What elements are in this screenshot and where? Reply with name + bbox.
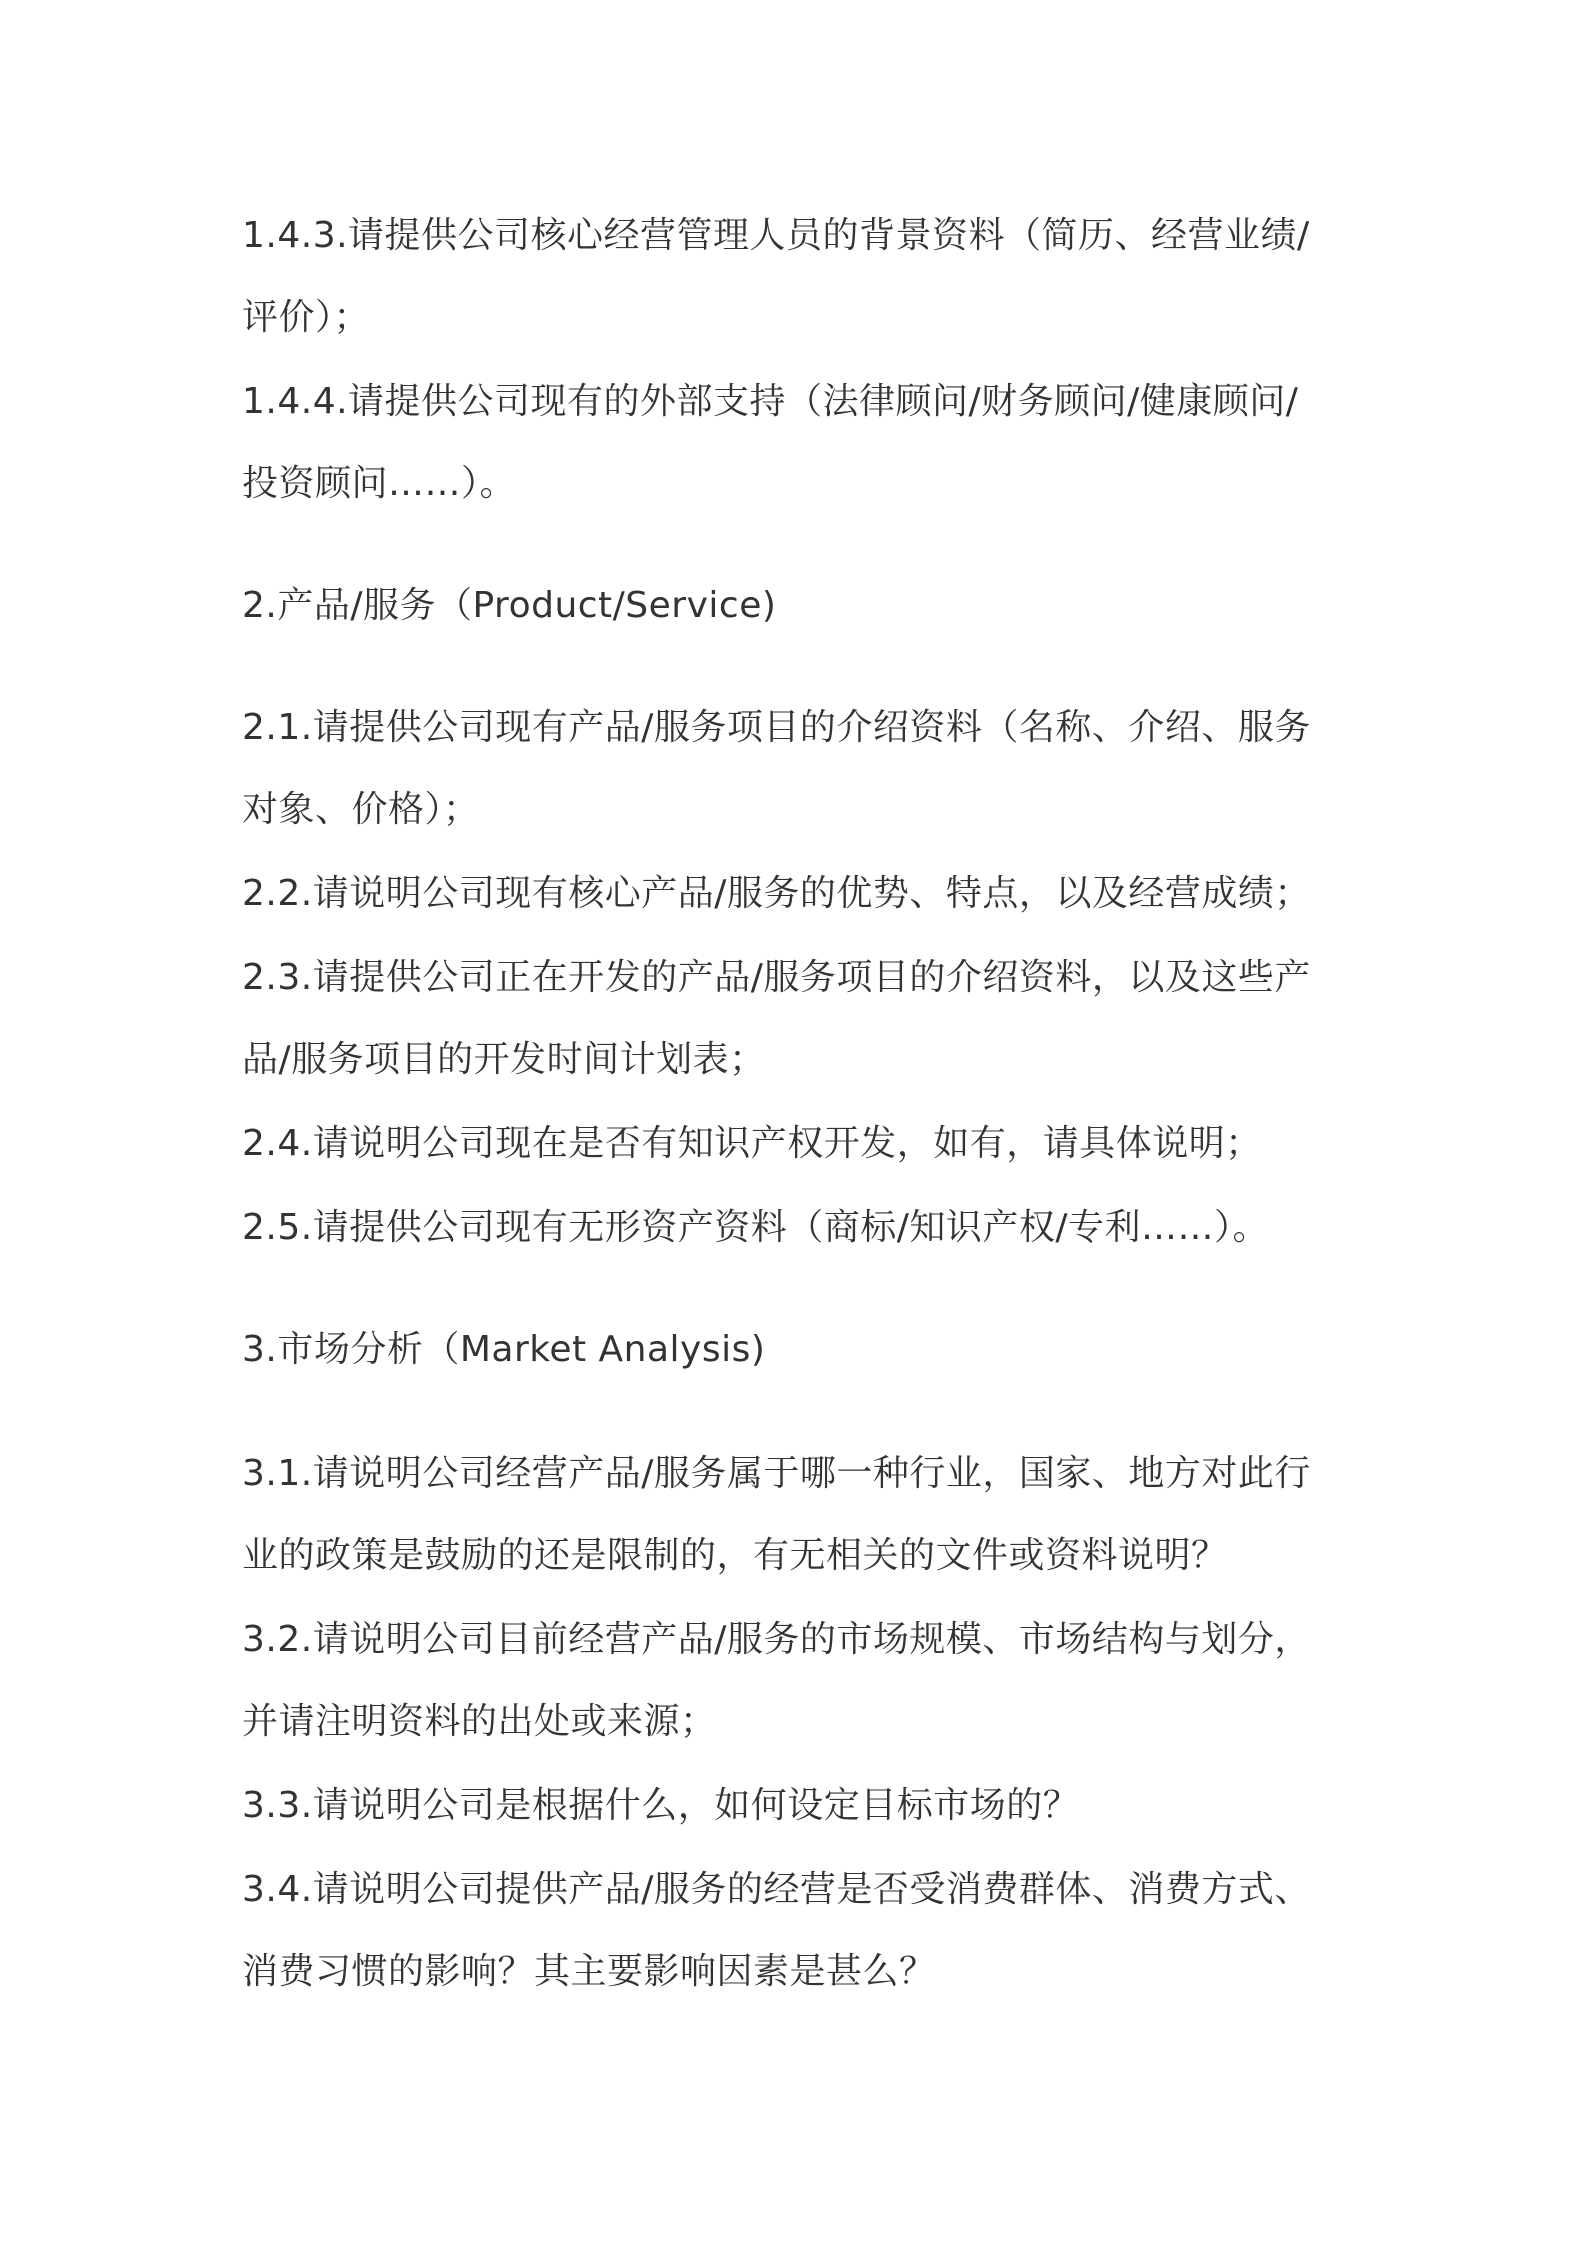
item-2-3-line-1: 2.3.请提供公司正在开发的产品/服务项目的介绍资料，以及这些产 [242,957,1311,998]
item-1-4-3-line-1: 1.4.3.请提供公司核心经营管理人员的背景资料（简历、经营业绩/ [242,215,1310,256]
section-3-heading: 3.市场分析（Market Analysis) [242,1329,766,1370]
item-2-3-line-2: 品/服务项目的开发时间计划表； [242,1039,766,1080]
item-2-2-line-1: 2.2.请说明公司现有核心产品/服务的优势、特点，以及经营成绩； [242,873,1311,914]
item-1-4-4-line-2: 投资顾问……）。 [242,463,517,504]
item-2-5-line-1: 2.5.请提供公司现有无形资产资料（商标/知识产权/专利……）。 [242,1207,1269,1248]
item-2-1-line-2: 对象、价格）； [242,789,480,830]
item-1-4-3-line-2: 评价）； [242,297,371,338]
item-1-4-4-line-1: 1.4.4.请提供公司现有的外部支持（法律顾问/财务顾问/健康顾问/ [242,381,1299,422]
item-3-1-line-2: 业的政策是鼓励的还是限制的，有无相关的文件或资料说明？ [242,1535,1228,1576]
item-3-4-line-1: 3.4.请说明公司提供产品/服务的经营是否受消费群体、消费方式、 [242,1869,1311,1910]
item-3-3-line-1: 3.3.请说明公司是根据什么，如何设定目标市场的？ [242,1785,1080,1826]
section-2-heading: 2.产品/服务（Product/Service) [242,585,777,626]
item-3-2-line-1: 3.2.请说明公司目前经营产品/服务的市场规模、市场结构与划分， [242,1619,1311,1660]
item-3-2-line-2: 并请注明资料的出处或来源； [242,1701,717,1742]
item-3-4-line-2: 消费习惯的影响？其主要影响因素是甚么？ [242,1951,936,1992]
item-2-4-line-1: 2.4.请说明公司现在是否有知识产权开发，如有，请具体说明； [242,1123,1262,1164]
item-2-1-line-1: 2.1.请提供公司现有产品/服务项目的介绍资料（名称、介绍、服务 [242,707,1311,748]
item-3-1-line-1: 3.1.请说明公司经营产品/服务属于哪一种行业，国家、地方对此行 [242,1453,1311,1494]
